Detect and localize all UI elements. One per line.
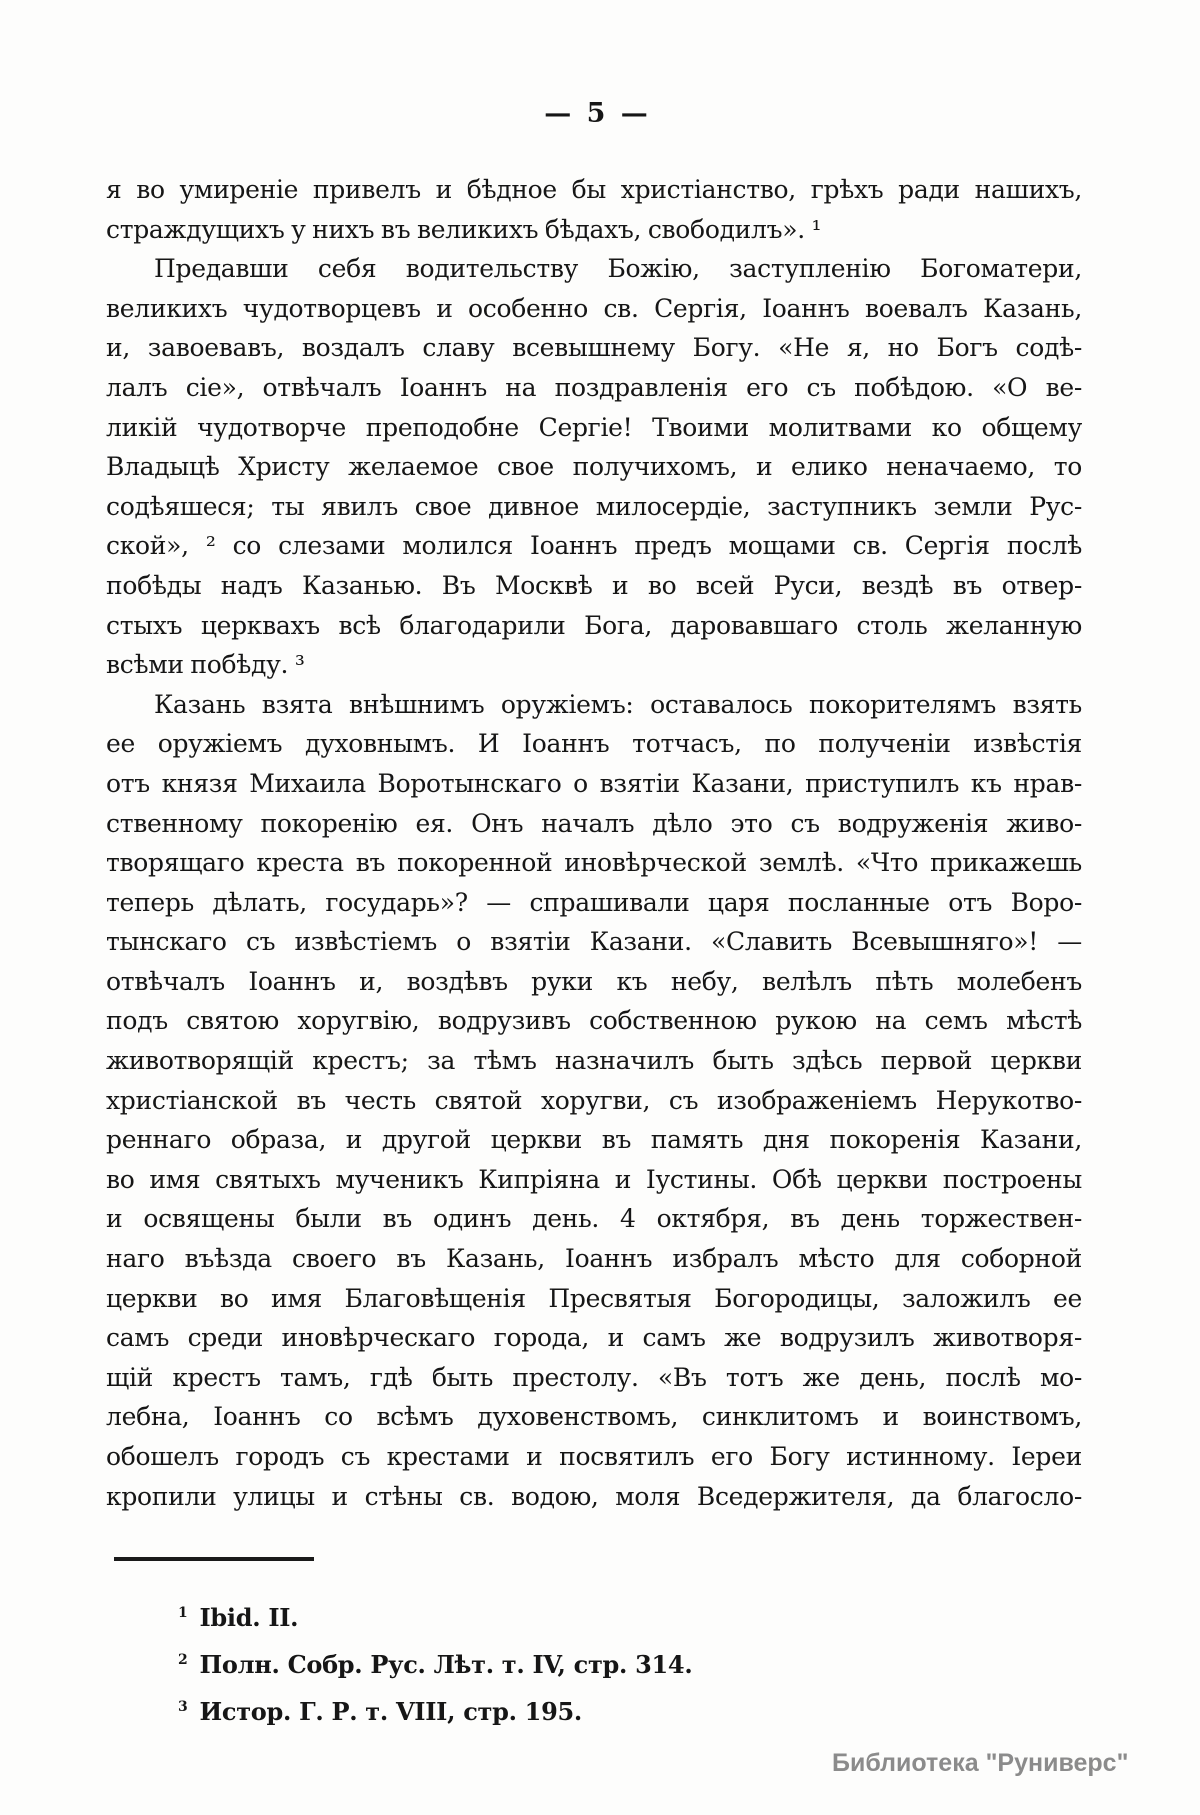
text-line: Владыцѣ Христу желаемое свое получихомъ, и елико неначаемо, то (106, 452, 1082, 482)
text-line: кропили улицы и стѣны св. водою, моля Вседержителя, да благосло- (106, 1481, 1082, 1511)
footnote-item (178, 1686, 692, 1733)
text-line: творящаго креста въ покоренной иновѣрческой землѣ. «Что прикажешь (106, 848, 1082, 878)
text-line: щій крестъ тамъ, гдѣ быть престолу. «Въ тотъ же день, послѣ мо- (106, 1362, 1082, 1392)
text-line: и, завоевавъ, воздалъ славу всевышнему Богу. «Не я, но Богъ содѣ- (106, 333, 1082, 363)
footnote-item (178, 1592, 692, 1639)
text-line: тынскаго съ извѣстіемъ о взятіи Казани. «Славить Всевышняго»! — (106, 927, 1082, 957)
text-line: подъ святою хоругвію, водрузивъ собственною рукою на семъ мѣстѣ (106, 1006, 1082, 1036)
footnote-item (178, 1639, 692, 1686)
text-line: обошелъ городъ съ крестами и посвятилъ его Богу истинному. Іереи (106, 1442, 1082, 1471)
text-line: всѣми побѣду. ³ (106, 650, 305, 680)
footnote-separator (114, 1557, 314, 1561)
text-line: христіанской въ честь святой хоругви, съ изображеніемъ Нерукотво- (106, 1085, 1082, 1115)
text-line: Предавши себя водительству Божію, заступленію Богоматери, (154, 254, 1082, 284)
text-line: Казань взята внѣшнимъ оружіемъ: оставалось покорителямъ взять (154, 689, 1082, 719)
footnote-text: Истор. Г. Р. т. VIII, стр. 195. (191, 1697, 582, 1726)
footnote-marker: 1 (178, 1605, 188, 1621)
text-line: ской», ² со слезами молился Іоаннъ предъ мощами св. Сергія послѣ (106, 531, 1082, 561)
text-line: страждущихъ у нихъ въ великихъ бѣдахъ, свободилъ». ¹ (106, 214, 822, 244)
text-line: реннаго образа, и другой церкви въ память дня покоренія Казани, (106, 1125, 1082, 1155)
text-line: церкви во имя Благовѣщенія Пресвятыя Богородицы, заложилъ ее (106, 1283, 1082, 1313)
text-line: великихъ чудотворцевъ и особенно св. Сергія, Іоаннъ воевалъ Казань, (106, 293, 1082, 323)
text-line: стыхъ церквахъ всѣ благодарили Бога, даровавшаго столь желанную (106, 610, 1082, 640)
footnotes (178, 1592, 692, 1733)
text-line: животворящій крестъ; за тѣмъ назначилъ быть здѣсь первой церкви (106, 1046, 1082, 1076)
footnote-marker: 2 (178, 1652, 188, 1668)
text-line: во имя святыхъ мученикъ Кипріяна и Іустины. Обѣ церкви построены (106, 1164, 1082, 1194)
footnote-text: Полн. Собр. Рус. Лѣт. т. IV, стр. 314. (191, 1650, 693, 1679)
text-line: и освящены были въ одинъ день. 4 октября, въ день торжествен- (106, 1204, 1082, 1234)
text-line: содѣяшеся; ты явилъ свое дивное милосердіе, заступникъ земли Рус- (106, 491, 1082, 521)
footnote-marker: 3 (178, 1699, 188, 1715)
text-line: я во умиреніе привелъ и бѣдное бы христіанство, грѣхъ ради нашихъ, (106, 175, 1082, 204)
page-number: — 5 — (544, 98, 651, 129)
text-line: лебна, Іоаннъ со всѣмъ духовенствомъ, синклитомъ и воинствомъ, (106, 1402, 1082, 1432)
watermark: Библиотека "Руниверс" (832, 1749, 1129, 1777)
body-text (106, 170, 1082, 1516)
text-line: теперь дѣлать, государь»? — спрашивали царя посланные отъ Воро- (106, 887, 1082, 917)
text-line: побѣды надъ Казанью. Въ Москвѣ и во всей Руси, вездѣ въ отвер- (106, 570, 1082, 600)
text-line: наго въѣзда своего въ Казань, Іоаннъ избралъ мѣсто для соборной (106, 1244, 1082, 1274)
text-line: самъ среди иновѣрческаго города, и самъ же водрузилъ животворя- (106, 1323, 1082, 1353)
footnote-text: Ibid. II. (191, 1603, 299, 1632)
text-line: лалъ сіе», отвѣчалъ Іоаннъ на поздравленія его съ побѣдою. «О ве- (106, 372, 1082, 402)
text-line: отъ князя Михаила Воротынскаго о взятіи Казани, приступилъ къ нрав- (106, 768, 1082, 798)
text-line: ликій чудотворче преподобне Сергіе! Твоими молитвами ко общему (106, 412, 1082, 442)
text-line: отвѣчалъ Іоаннъ и, воздѣвъ руки къ небу, велѣлъ пѣть молебенъ (106, 966, 1082, 996)
text-line: ее оружіемъ духовнымъ. И Іоаннъ тотчасъ, по полученіи извѣстія (106, 729, 1082, 759)
text-line: ственному покоренію ея. Онъ началъ дѣло это съ водруженія живо- (106, 808, 1082, 838)
